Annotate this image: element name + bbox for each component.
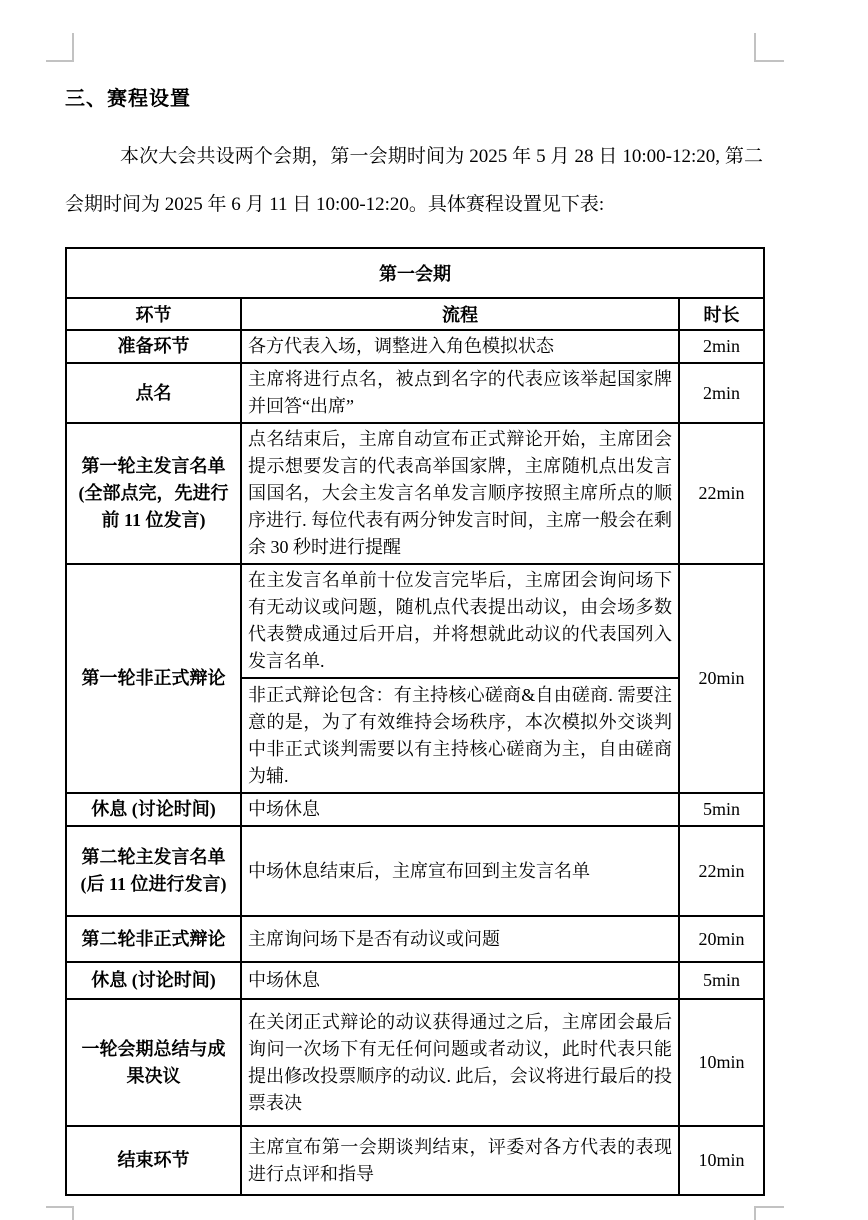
- table-row: [66, 962, 764, 999]
- table-title: 第一会期: [66, 248, 764, 298]
- table-row: [66, 423, 764, 564]
- intro-paragraph: 本次大会共设两个会期，第一会期时间为 2025 年 5 月 28 日 10:00-12:20, 第二会期时间为 2025 年 6 月 11 日 10:00-12:20。具体赛程设置见下表:: [65, 146, 763, 215]
- table-header-row: [66, 298, 764, 330]
- margin-mark-bottom-right: [754, 1206, 784, 1220]
- duration-cell: 5min: [679, 793, 764, 826]
- duration-cell: 10min: [679, 999, 764, 1126]
- session-schedule-table: [65, 247, 765, 1196]
- table-row: [66, 916, 764, 962]
- table-row: [66, 363, 764, 423]
- duration-cell: 10min: [679, 1126, 764, 1195]
- stage-cell: 休息 (讨论时间): [66, 962, 241, 999]
- process-cell: 在关闭正式辩论的动议获得通过之后，主席团会最后询问一次场下有无任何问题或者动议，此时代表只能提出修改投票顺序的动议. 此后，会议将进行最后的投票表决: [241, 999, 679, 1126]
- duration-cell: 5min: [679, 962, 764, 999]
- duration-cell: 2min: [679, 363, 764, 423]
- column-header-stage: 环节: [66, 298, 241, 330]
- stage-cell: 休息 (讨论时间): [66, 793, 241, 826]
- table-title-row: [66, 248, 764, 298]
- section-heading: 三、赛程设置: [65, 88, 191, 110]
- stage-cell: 第一轮非正式辩论: [66, 564, 241, 793]
- duration-cell: 22min: [679, 423, 764, 564]
- column-header-process: 流程: [241, 298, 679, 330]
- process-cell: 非正式辩论包含：有主持核心磋商&自由磋商. 需要注意的是，为了有效维持会场秩序，本次模拟外交谈判中非正式谈判需要以有主持核心磋商为主，自由磋商为辅.: [241, 678, 679, 793]
- stage-cell: 点名: [66, 363, 241, 423]
- process-cell: 各方代表入场，调整进入角色模拟状态: [241, 330, 679, 363]
- process-cell: 主席询问场下是否有动议或问题: [241, 916, 679, 962]
- process-cell: 在主发言名单前十位发言完毕后，主席团会询问场下有无动议或问题，随机点代表提出动议，由会场多数代表赞成通过后开启，并将想就此动议的代表国列入发言名单.: [241, 564, 679, 678]
- column-header-duration: 时长: [679, 298, 764, 330]
- margin-mark-top-right: [754, 33, 784, 62]
- table-row: [66, 999, 764, 1126]
- table-row: [66, 793, 764, 826]
- stage-cell: 结束环节: [66, 1126, 241, 1195]
- process-cell: 中场休息: [241, 962, 679, 999]
- duration-cell: 2min: [679, 330, 764, 363]
- process-cell: 主席宣布第一会期谈判结束，评委对各方代表的表现进行点评和指导: [241, 1126, 679, 1195]
- process-cell: 中场休息结束后，主席宣布回到主发言名单: [241, 826, 679, 916]
- margin-mark-bottom-left: [46, 1206, 74, 1220]
- duration-cell: 22min: [679, 826, 764, 916]
- process-cell: 点名结束后，主席自动宣布正式辩论开始，主席团会提示想要发言的代表高举国家牌，主席随机点出发言国国名，大会主发言名单发言顺序按照主席所点的顺序进行. 每位代表有两分钟发言时间，主席一般会在剩余 30 秒时进行提醒: [241, 423, 679, 564]
- stage-cell: 一轮会期总结与成果决议: [66, 999, 241, 1126]
- process-cell: 中场休息: [241, 793, 679, 826]
- stage-cell: 第二轮主发言名单 (后 11 位进行发言): [66, 826, 241, 916]
- margin-mark-top-left: [46, 33, 74, 62]
- stage-cell: 准备环节: [66, 330, 241, 363]
- duration-cell: 20min: [679, 564, 764, 793]
- duration-cell: 20min: [679, 916, 764, 962]
- stage-cell: 第二轮非正式辩论: [66, 916, 241, 962]
- process-cell: 主席将进行点名，被点到名字的代表应该举起国家牌并回答“出席”: [241, 363, 679, 423]
- table-row: [66, 330, 764, 363]
- table-row: [66, 564, 764, 678]
- stage-cell: 第一轮主发言名单 (全部点完，先进行前 11 位发言): [66, 423, 241, 564]
- table-row: [66, 1126, 764, 1195]
- table-row: [66, 826, 764, 916]
